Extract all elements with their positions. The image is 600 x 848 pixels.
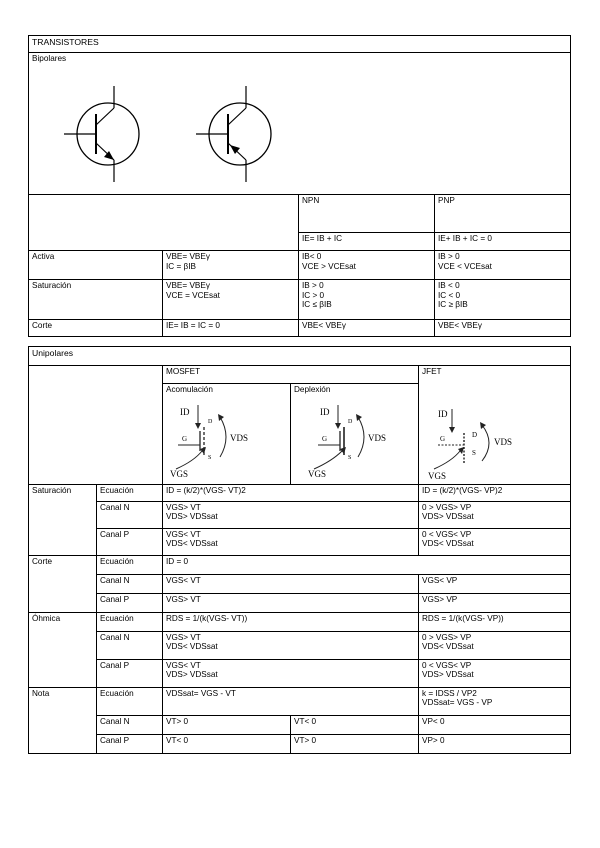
empty-cell: [29, 366, 163, 485]
table-row: [29, 251, 571, 280]
pnp-transistor-icon: [196, 86, 271, 182]
depl-vds-label: VDS: [368, 433, 387, 444]
pnp-header: PNP: [435, 195, 571, 233]
mosfet-value: VGS> VT VDS< VDSsat: [163, 631, 419, 659]
region-condition: VBE= VBEγ IC = βIB: [163, 251, 299, 280]
npn-transistor-icon: [64, 86, 139, 182]
table-row: [29, 734, 571, 753]
npn-condition: IB< 0 VCE > VCEsat: [299, 251, 435, 280]
acumulacion-value: VT< 0: [163, 734, 291, 753]
jfet-vgs-label: VGS: [428, 470, 447, 481]
row-kind: Canal P: [97, 659, 163, 687]
row-kind: Canal P: [97, 528, 163, 555]
region-condition: IE= IB = IC = 0: [163, 320, 299, 337]
mosfet-value: RDS = 1/(k(VGS- VT)): [163, 612, 419, 631]
region-label: Corte: [29, 555, 97, 612]
all-value: ID = 0: [163, 555, 571, 574]
row-kind: Ecuación: [97, 687, 163, 715]
mosfet-value: VGS> VT VDS> VDSsat: [163, 501, 419, 528]
jfet-value: 0 < VGS< VP VDS< VDSsat: [419, 528, 571, 555]
jfet-d-label: D: [472, 430, 478, 439]
acum-g-label: G: [182, 435, 188, 444]
table-row: [29, 715, 571, 734]
jfet-label: JFET: [422, 367, 442, 376]
jfet-id-label: ID: [438, 408, 448, 419]
acumulacion-value: VT> 0: [163, 715, 291, 734]
jfet-vds-label: VDS: [494, 436, 513, 447]
depl-g-label: G: [322, 435, 328, 444]
table-row: [29, 501, 571, 528]
table-title: TRANSISTORES: [29, 36, 571, 53]
empty-cell: [29, 195, 299, 251]
deplexion-label: Deplexión: [294, 385, 331, 395]
depl-d-label: D: [348, 419, 353, 426]
jfet-value: RDS = 1/(k(VGS- VP)): [419, 612, 571, 631]
table-row: [29, 280, 571, 320]
table-row: [29, 555, 571, 574]
mosfet-deplexion-diagram: [294, 395, 414, 479]
mosfet-value: VGS< VT: [163, 574, 419, 593]
row-kind: Ecuación: [97, 555, 163, 574]
mosfet-acumulacion-diagram: [166, 395, 286, 479]
jfet-value: k = IDSS / VP2 VDSsat= VGS - VP: [419, 687, 571, 715]
region-label: Saturación: [29, 280, 163, 320]
jfet-s-label: S: [472, 448, 476, 457]
acumulacion-cell: [163, 384, 291, 484]
npn-condition: VBE< VBEγ: [299, 320, 435, 337]
jfet-value: VGS> VP: [419, 593, 571, 612]
deplexion-value: VT< 0: [291, 715, 419, 734]
acum-vgs-label: VGS: [170, 469, 189, 480]
mosfet-value: VDSsat= VGS - VT: [163, 687, 419, 715]
row-kind: Canal N: [97, 574, 163, 593]
table-row: [29, 659, 571, 687]
mosfet-value: VGS< VT VDS< VDSsat: [163, 528, 419, 555]
pnp-condition: IB > 0 VCE < VCEsat: [435, 251, 571, 280]
pnp-current-relation: IE+ IB + IC = 0: [435, 233, 571, 251]
table-row: [29, 528, 571, 555]
row-kind: Ecuación: [97, 612, 163, 631]
mosfet-header: MOSFET: [163, 366, 419, 384]
mosfet-value: ID = (k/2)*(VGS- VT)2: [163, 484, 419, 501]
jfet-diagram: [422, 383, 562, 483]
jfet-g-label: G: [440, 434, 446, 443]
pnp-condition: VBE< VBEγ: [435, 320, 571, 337]
region-label: Nota: [29, 687, 97, 753]
jfet-value: 0 > VGS> VP VDS< VDSsat: [419, 631, 571, 659]
mosfet-value: VGS> VT: [163, 593, 419, 612]
row-kind: Canal N: [97, 715, 163, 734]
deplexion-cell: [291, 384, 419, 484]
acumulacion-label: Acomulación: [166, 385, 213, 395]
jfet-value: 0 < VGS< VP VDS> VDSsat: [419, 659, 571, 687]
table-row: [29, 320, 571, 337]
unipolares-label: Unipolares: [29, 347, 571, 366]
acum-vds-label: VDS: [230, 433, 249, 444]
npn-current-relation: IE= IB + IC: [299, 233, 435, 251]
table-row: [29, 574, 571, 593]
npn-condition: IB > 0 IC > 0 IC ≤ βIB: [299, 280, 435, 320]
region-label: Saturación: [29, 484, 97, 555]
acum-d-label: D: [208, 419, 213, 426]
jfet-value: VP> 0: [419, 734, 571, 753]
depl-id-label: ID: [320, 407, 330, 418]
table-row: [29, 631, 571, 659]
table-row: [29, 687, 571, 715]
region-condition: VBE= VBEγ VCE = VCEsat: [163, 280, 299, 320]
region-label: Activa: [29, 251, 163, 280]
table-row: [29, 612, 571, 631]
npn-header: NPN: [299, 195, 435, 233]
row-kind: Ecuación: [97, 484, 163, 501]
row-kind: Canal N: [97, 631, 163, 659]
depl-s-label: S: [348, 455, 352, 462]
table-row: [29, 593, 571, 612]
depl-vgs-label: VGS: [308, 469, 327, 480]
mosfet-value: VGS< VT VDS> VDSsat: [163, 659, 419, 687]
bjt-symbols: [29, 64, 289, 192]
table-row: [29, 484, 571, 501]
bipolares-label: Bipolares: [32, 54, 67, 63]
bipolar-table: [28, 35, 571, 337]
row-kind: Canal P: [97, 593, 163, 612]
deplexion-value: VT> 0: [291, 734, 419, 753]
pnp-condition: IB < 0 IC < 0 IC ≥ βIB: [435, 280, 571, 320]
unipolar-table: [28, 346, 571, 754]
region-label: Óhmica: [29, 612, 97, 687]
bipolares-section: [29, 53, 571, 195]
row-kind: Canal N: [97, 501, 163, 528]
jfet-value: ID = (k/2)*(VGS- VP)2: [419, 484, 571, 501]
jfet-value: VP< 0: [419, 715, 571, 734]
acum-id-label: ID: [180, 407, 190, 418]
jfet-value: VGS< VP: [419, 574, 571, 593]
row-kind: Canal P: [97, 734, 163, 753]
acum-s-label: S: [208, 455, 212, 462]
region-label: Corte: [29, 320, 163, 337]
jfet-value: 0 > VGS> VP VDS> VDSsat: [419, 501, 571, 528]
jfet-header: [419, 366, 571, 485]
